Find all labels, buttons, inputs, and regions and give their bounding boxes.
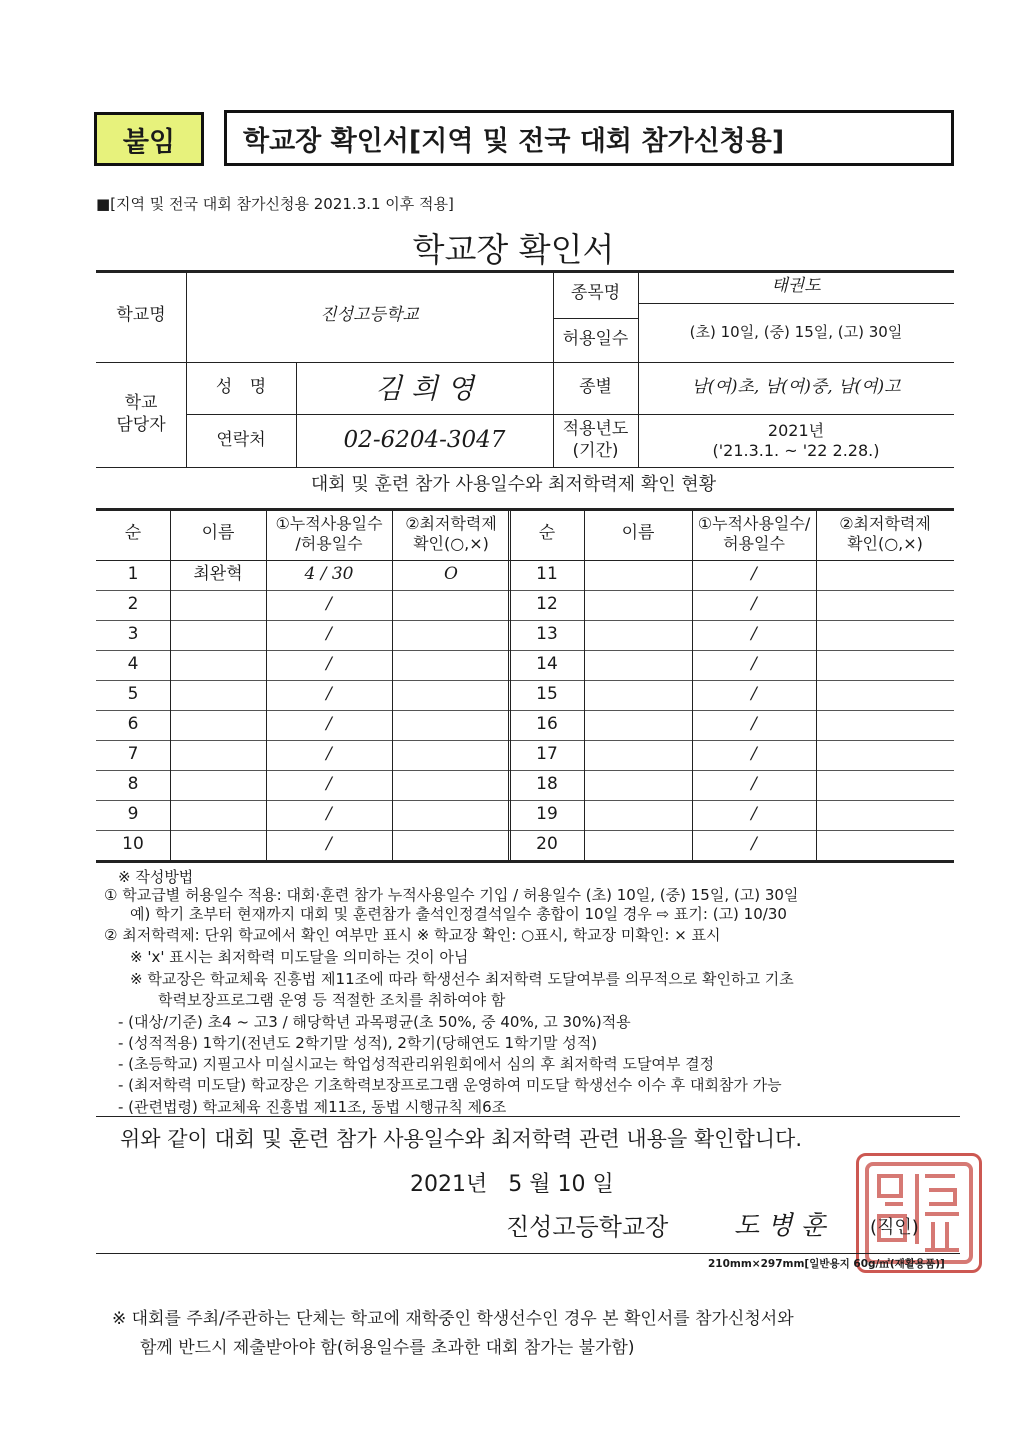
table-row-days: 4 / 30 <box>304 564 354 585</box>
table-row-days: / <box>326 654 332 675</box>
table-row-no: 14 <box>536 654 558 675</box>
staff-label-line2: 담당자 <box>116 414 166 435</box>
instruction-line-1: ① 학교급별 허용일수 적용: 대회·훈련 참가 누적사용일수 기입 / 허용일수 (초) 10일, (중) 15일, (고) 30일 <box>104 886 799 904</box>
table-row-days: / <box>326 714 332 735</box>
table-row-name <box>584 830 692 860</box>
table-row-min <box>392 620 510 650</box>
form-title: 학교장 확인서 <box>412 230 615 269</box>
table-row-min <box>816 680 954 710</box>
table-row-days: / <box>326 624 332 645</box>
school-name-label: 학교명 <box>116 305 166 326</box>
table-row-name <box>584 710 692 740</box>
table-row-name <box>170 770 266 800</box>
header-min-right <box>816 508 954 560</box>
table-row-days: / <box>326 684 332 705</box>
table-row-min <box>816 740 954 770</box>
table-row-days: / <box>751 654 757 675</box>
table-row-no: 12 <box>536 594 558 615</box>
footer-note-line-2: 함께 반드시 제출받아야 함(허용일수를 초과한 대회 참가는 불가함) <box>140 1338 635 1358</box>
period-value <box>638 414 954 467</box>
allowed-days-value: (초) 10일, (중) 15일, (고) 30일 <box>689 323 903 342</box>
table-row-days: / <box>751 714 757 735</box>
table-row-name <box>584 620 692 650</box>
table-row-days: / <box>326 804 332 825</box>
period-label <box>553 414 638 467</box>
table-row-min <box>392 830 510 860</box>
table-row-min <box>816 650 954 680</box>
header-min-left-line2: 확인(○,×) <box>413 534 489 553</box>
table-row-days: / <box>751 684 757 705</box>
period-range: ('21.3.1. ~ '22 2.28.) <box>712 440 880 460</box>
instruction-line-2: 예) 학기 초부터 현재까지 대회 및 훈련참가 출석인정결석일수 총합이 10일 경우 ⇨ 표기: (고) 10/30 <box>130 905 787 923</box>
table-row-days: / <box>751 804 757 825</box>
table-row-name <box>170 800 266 830</box>
table-row-days: / <box>326 834 332 855</box>
table-row-name <box>584 800 692 830</box>
staff-name-value: 김 희 영 <box>375 371 474 405</box>
table-row-min <box>392 710 510 740</box>
table-row-days: / <box>751 594 757 615</box>
table-row-name <box>170 710 266 740</box>
period-label-line2: (기간) <box>572 440 619 461</box>
table-row-no: 11 <box>536 564 558 585</box>
header-days-right-line1: ①누적사용일수/ <box>697 514 811 533</box>
table-row-min <box>816 710 954 740</box>
confirmation-date: 2021년 5 월 10 일 <box>410 1172 614 1197</box>
table-row-min <box>816 800 954 830</box>
table-row-days: / <box>751 774 757 795</box>
table-row-no: 10 <box>122 834 144 855</box>
contact-label: 연락처 <box>216 429 266 450</box>
table-row-days: / <box>751 564 757 585</box>
header-min-left-line1: ②최저학력제 <box>405 514 497 533</box>
table-row-name <box>584 590 692 620</box>
table-row-min <box>816 770 954 800</box>
table-row-no: 15 <box>536 684 558 705</box>
table-row-min <box>392 650 510 680</box>
table-row-name <box>170 620 266 650</box>
header-no-right: 순 <box>538 523 556 544</box>
table-row-min <box>392 740 510 770</box>
sport-label: 종목명 <box>570 283 621 304</box>
table-row-no: 6 <box>127 714 139 735</box>
table-row-days: / <box>751 624 757 645</box>
table-row-no: 5 <box>127 684 139 705</box>
document-title: 학교장 확인서[지역 및 전국 대회 참가신청용] <box>224 110 954 166</box>
table-row-name <box>584 560 692 590</box>
table-row-min <box>392 590 510 620</box>
table-row-no: 17 <box>536 744 558 765</box>
table-row-no: 18 <box>536 774 558 795</box>
paper-spec: 210mm×297mm[일반용지 60g/㎡(재활용품)] <box>708 1258 945 1270</box>
header-no-left: 순 <box>124 523 142 544</box>
header-days-left-line2: /허용일수 <box>295 534 363 553</box>
table-row-min <box>392 770 510 800</box>
table-row-min <box>816 830 954 860</box>
instruction-line-6: 학력보장프로그램 운영 등 적절한 조치를 취하여야 함 <box>158 991 506 1009</box>
confirmation-text: 위와 같이 대회 및 훈련 참가 사용일수와 최저학력 관련 내용을 확인합니다. <box>120 1127 803 1151</box>
table-row-days: / <box>326 774 332 795</box>
seal-label: (직인) <box>870 1217 919 1238</box>
instruction-line-5: ※ 학교장은 학교체육 진흥법 제11조에 따라 학생선수 최저학력 도달여부를 의무적으로 확인하고 기초 <box>130 970 794 988</box>
instruction-line-3: ② 최저학력제: 단위 학교에서 확인 여부만 표시 ※ 학교장 확인: ○표시, 학교장 미확인: × 표시 <box>104 926 721 944</box>
contact-value: 02-6204-3047 <box>343 427 506 454</box>
table-row-min <box>816 620 954 650</box>
table-row-name <box>170 740 266 770</box>
instructions-heading: ※ 작성방법 <box>118 868 194 886</box>
table-row-name <box>584 740 692 770</box>
table-row-min <box>816 590 954 620</box>
table-row-no: 9 <box>127 804 139 825</box>
category-value: 남(여)초, 남(여)중, 남(여)고 <box>691 377 901 398</box>
table-row-min <box>816 560 954 590</box>
table-row-no: 16 <box>536 714 558 735</box>
instruction-line-10: - (최저학력 미도달) 학교장은 기초학력보장프로그램 운영하여 미도달 학생선수 이수 후 대회참가 가능 <box>118 1076 782 1094</box>
footer-note-line-1: ※ 대회를 주최/주관하는 단체는 학교에 재학중인 학생선수인 경우 본 확인서를 참가신청서와 <box>112 1309 794 1329</box>
principal-title: 진성고등학교장 <box>506 1213 669 1241</box>
header-days-right-line2: 허용일수 <box>723 534 785 553</box>
allowed-days-label: 허용일수 <box>562 329 629 350</box>
table-row-no: 7 <box>127 744 139 765</box>
attachment-tag: 붙임 <box>94 112 204 166</box>
table-row-days: / <box>751 744 757 765</box>
applicability-note: ■[지역 및 전국 대회 참가신청용 2021.3.1 이후 적용] <box>96 195 454 213</box>
table-row-name <box>584 680 692 710</box>
header-name-left: 이름 <box>201 523 235 544</box>
header-name-right: 이름 <box>621 523 655 544</box>
instruction-line-9: - (초등학교) 지필고사 미실시교는 학업성적관리위원회에서 심의 후 최저학력 도달여부 결정 <box>118 1055 715 1073</box>
header-days-left-line1: ①누적사용일수 <box>275 514 383 533</box>
instruction-line-11: - (관련법령) 학교체육 진흥법 제11조, 동법 시행규칙 제6조 <box>118 1098 507 1116</box>
table-row-min <box>392 800 510 830</box>
name-label: 성 명 <box>215 377 267 398</box>
table-row-days: / <box>326 744 332 765</box>
table-row-no: 2 <box>127 594 139 615</box>
instruction-line-4: ※ 'x' 표시는 최저학력 미도달을 의미하는 것이 아님 <box>130 948 469 966</box>
table-row-name <box>170 650 266 680</box>
header-days-left <box>266 508 392 560</box>
table-row-name <box>584 770 692 800</box>
table-row-days: / <box>751 834 757 855</box>
period-label-line1: 적용년도 <box>562 419 629 440</box>
table-row-no: 4 <box>127 654 139 675</box>
instruction-line-8: - (성적적용) 1학기(전년도 2학기말 성적), 2학기(당해연도 1학기말 성적) <box>118 1034 598 1052</box>
table-row-min <box>392 680 510 710</box>
period-year: 2021년 <box>767 420 825 440</box>
status-table-title: 대회 및 훈련 참가 사용일수와 최저학력제 확인 현황 <box>310 474 717 495</box>
staff-label <box>96 362 186 467</box>
sport-value: 태권도 <box>771 275 821 296</box>
table-row-days: / <box>326 594 332 615</box>
table-row-no: 8 <box>127 774 139 795</box>
category-label: 종별 <box>579 377 612 398</box>
table-row-name <box>170 590 266 620</box>
principal-signature: 도 병 훈 <box>734 1211 826 1241</box>
table-row-no: 19 <box>536 804 558 825</box>
header-min-right-line2: 확인(○,×) <box>847 534 923 553</box>
header-min-right-line1: ②최저학력제 <box>839 514 931 533</box>
table-row-no: 13 <box>536 624 558 645</box>
instruction-line-7: - (대상/기준) 초4 ~ 고3 / 해당학년 과목평균(초 50%, 중 40%, 고 30%)적용 <box>118 1013 631 1031</box>
table-row-no: 3 <box>127 624 139 645</box>
table-row-name: 최완혁 <box>193 564 243 585</box>
staff-label-line1: 학교 <box>124 393 158 414</box>
table-row-no: 20 <box>536 834 558 855</box>
header-days-right <box>692 508 816 560</box>
table-row-name <box>170 680 266 710</box>
header-min-left <box>392 508 510 560</box>
table-row-name <box>170 830 266 860</box>
table-row-min: O <box>444 564 458 585</box>
table-row-no: 1 <box>127 564 139 585</box>
school-name-value: 진성고등학교 <box>320 305 419 326</box>
table-row-name <box>584 650 692 680</box>
